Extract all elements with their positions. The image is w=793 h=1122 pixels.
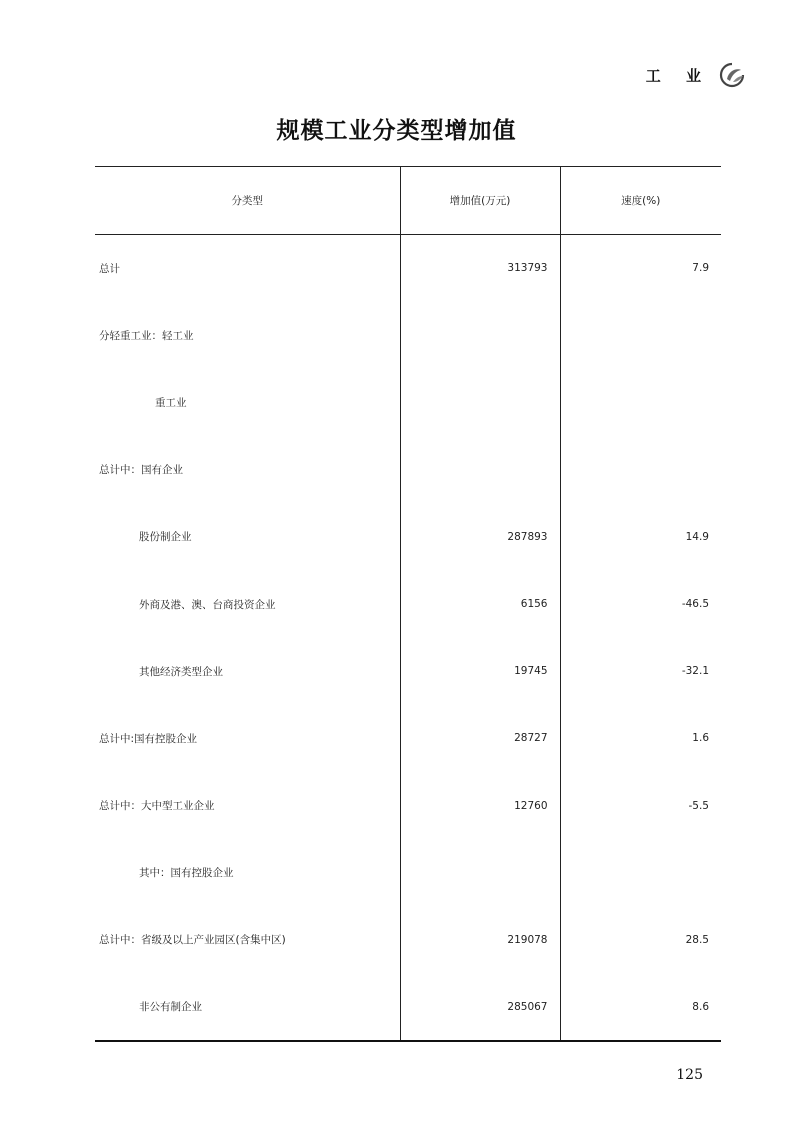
row-value <box>400 302 560 369</box>
row-label: 外商及港、澳、台商投资企业 <box>139 598 276 611</box>
table-row <box>95 839 721 906</box>
row-value: 19745 <box>400 638 560 705</box>
row-value: 28727 <box>400 705 560 772</box>
table-header-row <box>95 167 721 235</box>
row-value <box>400 436 560 503</box>
row-label: 总计中：大中型工业企业 <box>99 800 215 813</box>
industry-value-added-table <box>95 166 721 1042</box>
row-label: 其他经济类型企业 <box>139 665 223 678</box>
table-row <box>95 974 721 1041</box>
row-speed: -46.5 <box>560 570 721 637</box>
row-label: 其中：国有控股企业 <box>139 867 234 880</box>
row-label: 总计 <box>99 262 120 275</box>
row-speed: 1.6 <box>560 705 721 772</box>
row-value <box>400 369 560 436</box>
row-speed: 28.5 <box>560 906 721 973</box>
row-speed <box>560 302 721 369</box>
column-header-category: 分类型 <box>95 167 400 235</box>
table-row <box>95 570 721 637</box>
row-label: 总计中:国有控股企业 <box>99 732 198 745</box>
column-header-speed: 速度(%) <box>560 167 721 235</box>
row-value: 219078 <box>400 906 560 973</box>
page-number: 125 <box>676 1067 703 1083</box>
table-row <box>95 503 721 570</box>
row-speed: -5.5 <box>560 772 721 839</box>
row-speed <box>560 369 721 436</box>
row-speed: 14.9 <box>560 503 721 570</box>
table-row <box>95 369 721 436</box>
section-header <box>646 62 745 88</box>
table-row <box>95 436 721 503</box>
row-value: 6156 <box>400 570 560 637</box>
page-title: 规模工业分类型增加值 <box>276 118 517 144</box>
table-row <box>95 638 721 705</box>
table-row <box>95 302 721 369</box>
row-label: 股份制企业 <box>139 531 192 544</box>
column-header-value: 增加值(万元) <box>400 167 560 235</box>
row-label: 总计中：国有企业 <box>99 464 183 477</box>
row-speed: 7.9 <box>560 235 721 302</box>
row-value <box>400 839 560 906</box>
row-speed: -32.1 <box>560 638 721 705</box>
section-logo-icon <box>719 62 745 88</box>
table-row <box>95 705 721 772</box>
row-speed: 8.6 <box>560 974 721 1041</box>
row-value: 287893 <box>400 503 560 570</box>
row-speed <box>560 839 721 906</box>
row-speed <box>560 436 721 503</box>
table-row <box>95 772 721 839</box>
row-label: 重工业 <box>155 396 187 409</box>
table-row <box>95 235 721 302</box>
row-label: 总计中：省级及以上产业园区(含集中区) <box>99 934 286 947</box>
row-value: 313793 <box>400 235 560 302</box>
row-label: 非公有制企业 <box>95 974 400 1041</box>
row-label: 分轻重工业：轻工业 <box>99 329 194 342</box>
row-value: 12760 <box>400 772 560 839</box>
section-title: 工 业 <box>645 66 711 85</box>
row-value: 285067 <box>400 974 560 1041</box>
table-row <box>95 906 721 973</box>
